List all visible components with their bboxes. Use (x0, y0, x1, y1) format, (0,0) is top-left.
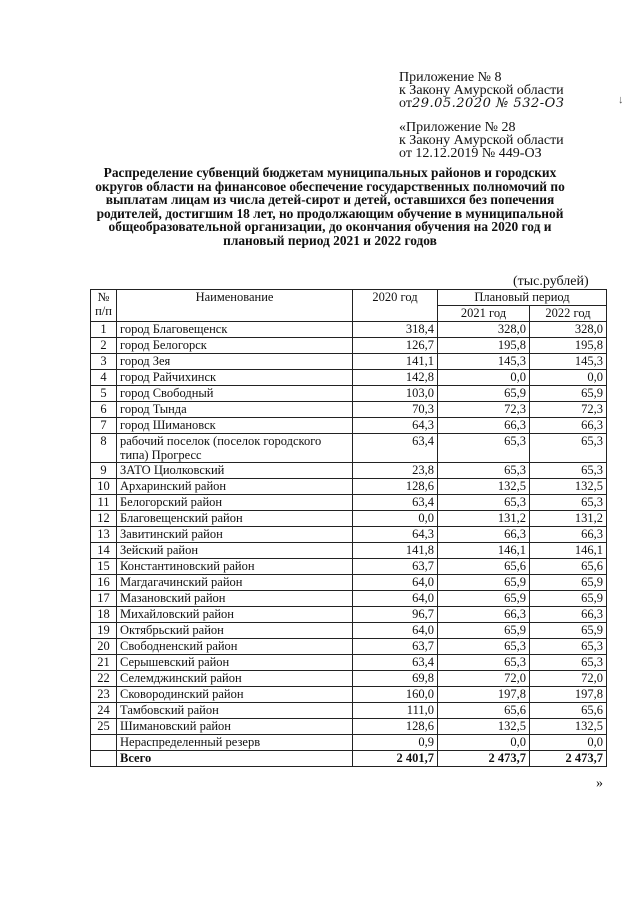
row-value-2022: 66,3 (530, 527, 607, 543)
row-number: 7 (91, 418, 117, 434)
row-value-2020: 142,8 (353, 370, 438, 386)
row-value-2020: 63,7 (353, 559, 438, 575)
table-row (91, 402, 607, 418)
row-number: 8 (91, 434, 117, 463)
row-value-2021: 65,3 (438, 639, 530, 655)
row-value-2022: 195,8 (530, 338, 607, 354)
row-number: 2 (91, 338, 117, 354)
row-value-2020: 63,4 (353, 434, 438, 463)
table-row (91, 354, 607, 370)
table-row (91, 735, 607, 751)
row-name: Магдагачинский район (117, 575, 353, 591)
row-value-2020: 69,8 (353, 671, 438, 687)
row-value-2022: 0,0 (530, 370, 607, 386)
row-name: город Свободный (117, 386, 353, 402)
header-plan-period: Плановый период (438, 290, 607, 306)
table-row (91, 639, 607, 655)
row-value-2020: 103,0 (353, 386, 438, 402)
subvention-table (90, 289, 607, 767)
original-appendix-law: к Закону Амурской области (399, 133, 564, 148)
row-value-2021: 72,0 (438, 671, 530, 687)
row-value-2020: 128,6 (353, 719, 438, 735)
row-name: Зейский район (117, 543, 353, 559)
table-row (91, 322, 607, 338)
row-value-2020: 126,7 (353, 338, 438, 354)
row-value-2020: 96,7 (353, 607, 438, 623)
total-number (91, 751, 117, 767)
row-value-2022: 131,2 (530, 511, 607, 527)
row-value-2022: 65,3 (530, 655, 607, 671)
header-number: № п/п (91, 290, 117, 322)
row-number: 15 (91, 559, 117, 575)
header-name: Наименование (117, 290, 353, 322)
row-name: Архаринский район (117, 479, 353, 495)
row-value-2020: 128,6 (353, 479, 438, 495)
row-number: 17 (91, 591, 117, 607)
original-appendix-number: «Приложение № 28 (399, 120, 516, 135)
row-name: Шимановский район (117, 719, 353, 735)
row-value-2022: 132,5 (530, 479, 607, 495)
table-row (91, 463, 607, 479)
row-value-2021: 65,3 (438, 495, 530, 511)
row-value-2021: 72,3 (438, 402, 530, 418)
row-value-2020: 63,4 (353, 655, 438, 671)
row-value-2022: 65,9 (530, 575, 607, 591)
total-2020: 2 401,7 (353, 751, 438, 767)
total-name: Всего (117, 751, 353, 767)
row-name: Благовещенский район (117, 511, 353, 527)
original-appendix-header (399, 121, 564, 160)
document-title: Распределение субвенций бюджетам муниципальных районов и городских округов области на финансовое обеспечение государственных полномочий по выплатам лицам из числа детей-сирот и детей, оставшихся без попечения родителей, достигшим 18 лет, но продолжающим обучение в муниципальной общеобразовательной организации, до окончания обучения на 2020 год и плановый период 2021 и 2022 годов (95, 165, 565, 248)
table-row (91, 687, 607, 703)
row-value-2021: 66,3 (438, 527, 530, 543)
row-value-2020: 64,3 (353, 527, 438, 543)
row-number: 1 (91, 322, 117, 338)
original-appendix-date: от 12.12.2019 № 449-ОЗ (399, 146, 542, 161)
table-row (91, 607, 607, 623)
row-value-2021: 65,9 (438, 386, 530, 402)
table-row (91, 575, 607, 591)
row-value-2021: 197,8 (438, 687, 530, 703)
row-value-2021: 65,3 (438, 655, 530, 671)
row-value-2022: 72,0 (530, 671, 607, 687)
row-value-2020: 64,0 (353, 591, 438, 607)
row-number: 19 (91, 623, 117, 639)
row-number (91, 735, 117, 751)
row-name: город Тында (117, 402, 353, 418)
row-value-2022: 65,6 (530, 703, 607, 719)
row-value-2022: 0,0 (530, 735, 607, 751)
row-number: 22 (91, 671, 117, 687)
row-name: Белогорский район (117, 495, 353, 511)
table-row (91, 703, 607, 719)
row-number: 14 (91, 543, 117, 559)
row-value-2020: 0,0 (353, 511, 438, 527)
row-name: Тамбовский район (117, 703, 353, 719)
row-number: 24 (91, 703, 117, 719)
table-row (91, 591, 607, 607)
row-number: 16 (91, 575, 117, 591)
table-row (91, 623, 607, 639)
table-row (91, 719, 607, 735)
table-row (91, 338, 607, 354)
row-value-2021: 65,6 (438, 559, 530, 575)
margin-mark: ↓ (618, 94, 624, 106)
row-value-2020: 111,0 (353, 703, 438, 719)
row-number: 21 (91, 655, 117, 671)
row-name: ЗАТО Циолковский (117, 463, 353, 479)
table-row (91, 527, 607, 543)
row-value-2022: 66,3 (530, 607, 607, 623)
row-value-2022: 65,9 (530, 623, 607, 639)
row-name: Нераспределенный резерв (117, 735, 353, 751)
row-value-2021: 132,5 (438, 719, 530, 735)
row-value-2022: 65,3 (530, 434, 607, 463)
unit-label: (тыс.рублей) (513, 274, 589, 289)
row-value-2022: 65,9 (530, 386, 607, 402)
row-number: 11 (91, 495, 117, 511)
total-2022: 2 473,7 (530, 751, 607, 767)
row-number: 10 (91, 479, 117, 495)
row-number: 13 (91, 527, 117, 543)
table-row (91, 434, 607, 463)
row-value-2022: 65,3 (530, 495, 607, 511)
row-value-2022: 132,5 (530, 719, 607, 735)
row-number: 25 (91, 719, 117, 735)
table-row (91, 655, 607, 671)
row-value-2021: 0,0 (438, 370, 530, 386)
row-value-2020: 63,7 (353, 639, 438, 655)
header-2020: 2020 год (353, 290, 438, 322)
appendix-date-line (399, 97, 564, 110)
row-value-2022: 65,6 (530, 559, 607, 575)
row-name: город Шимановск (117, 418, 353, 434)
row-value-2021: 66,3 (438, 418, 530, 434)
row-number: 12 (91, 511, 117, 527)
row-value-2020: 141,1 (353, 354, 438, 370)
row-value-2021: 65,9 (438, 575, 530, 591)
row-name: Завитинский район (117, 527, 353, 543)
row-value-2020: 0,9 (353, 735, 438, 751)
row-name: город Благовещенск (117, 322, 353, 338)
row-name: Октябрьский район (117, 623, 353, 639)
handwritten-date: 29.05.2020 № 532-ОЗ (411, 96, 565, 111)
row-value-2020: 23,8 (353, 463, 438, 479)
table-row (91, 495, 607, 511)
row-value-2020: 141,8 (353, 543, 438, 559)
appendix-law: к Закону Амурской области (399, 83, 564, 98)
row-number: 20 (91, 639, 117, 655)
row-value-2020: 64,3 (353, 418, 438, 434)
row-value-2022: 66,3 (530, 418, 607, 434)
row-number: 4 (91, 370, 117, 386)
row-name: город Белогорск (117, 338, 353, 354)
row-value-2021: 132,5 (438, 479, 530, 495)
row-name: Свободненский район (117, 639, 353, 655)
table-row (91, 543, 607, 559)
row-value-2020: 160,0 (353, 687, 438, 703)
row-value-2022: 65,3 (530, 463, 607, 479)
row-name: Михайловский район (117, 607, 353, 623)
header-2021: 2021 год (438, 306, 530, 322)
row-number: 18 (91, 607, 117, 623)
row-value-2022: 72,3 (530, 402, 607, 418)
row-value-2022: 328,0 (530, 322, 607, 338)
table-row (91, 671, 607, 687)
row-name: рабочий поселок (поселок городского типа) Прогресс (117, 434, 353, 463)
table-row (91, 370, 607, 386)
row-value-2021: 0,0 (438, 735, 530, 751)
table-row (91, 386, 607, 402)
row-value-2020: 70,3 (353, 402, 438, 418)
row-value-2022: 145,3 (530, 354, 607, 370)
table-row (91, 511, 607, 527)
row-value-2020: 63,4 (353, 495, 438, 511)
row-value-2020: 64,0 (353, 575, 438, 591)
row-value-2022: 146,1 (530, 543, 607, 559)
table-row (91, 559, 607, 575)
row-name: город Зея (117, 354, 353, 370)
row-number: 3 (91, 354, 117, 370)
header-2022: 2022 год (530, 306, 607, 322)
row-name: Селемджинский район (117, 671, 353, 687)
row-number: 5 (91, 386, 117, 402)
row-value-2021: 146,1 (438, 543, 530, 559)
row-value-2021: 145,3 (438, 354, 530, 370)
row-name: Серышевский район (117, 655, 353, 671)
row-value-2022: 65,9 (530, 591, 607, 607)
row-number: 6 (91, 402, 117, 418)
row-value-2022: 197,8 (530, 687, 607, 703)
row-value-2021: 65,3 (438, 463, 530, 479)
table-row (91, 479, 607, 495)
row-value-2021: 65,6 (438, 703, 530, 719)
row-value-2020: 318,4 (353, 322, 438, 338)
row-value-2022: 65,3 (530, 639, 607, 655)
row-name: город Райчихинск (117, 370, 353, 386)
row-number: 9 (91, 463, 117, 479)
total-row (91, 751, 607, 767)
row-name: Константиновский район (117, 559, 353, 575)
total-2021: 2 473,7 (438, 751, 530, 767)
appendix-header (399, 71, 564, 110)
row-value-2021: 195,8 (438, 338, 530, 354)
row-value-2021: 65,3 (438, 434, 530, 463)
row-name: Мазановский район (117, 591, 353, 607)
table-row (91, 418, 607, 434)
row-number: 23 (91, 687, 117, 703)
row-value-2020: 64,0 (353, 623, 438, 639)
row-value-2021: 65,9 (438, 623, 530, 639)
table-body (91, 322, 607, 767)
appendix-number: Приложение № 8 (399, 70, 502, 85)
closing-quote: » (596, 776, 603, 791)
row-value-2021: 66,3 (438, 607, 530, 623)
row-value-2021: 65,9 (438, 591, 530, 607)
row-name: Сковородинский район (117, 687, 353, 703)
row-value-2021: 131,2 (438, 511, 530, 527)
date-prefix: от (399, 96, 412, 111)
row-value-2021: 328,0 (438, 322, 530, 338)
